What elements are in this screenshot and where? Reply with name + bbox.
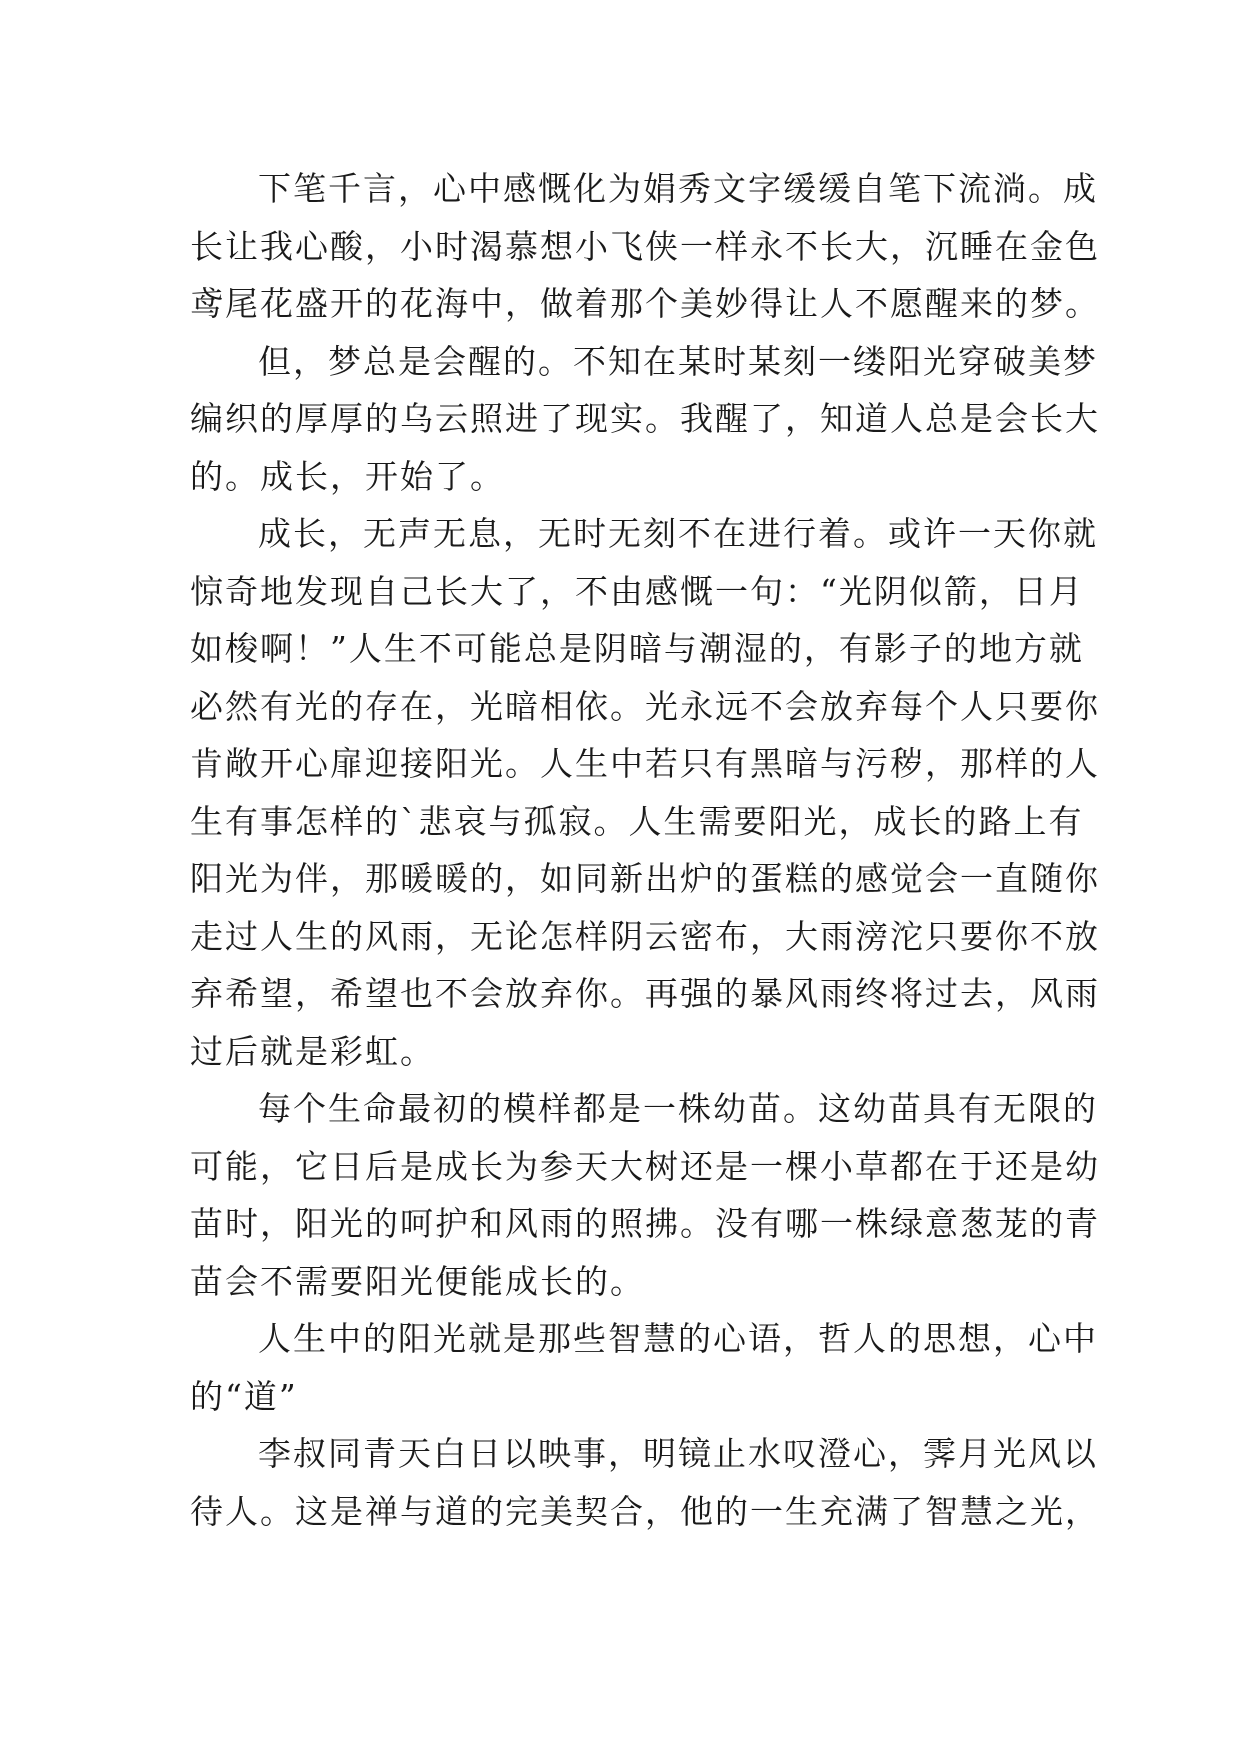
text-line-22: 的“道”: [190, 1376, 298, 1416]
text-line-5: 编织的厚厚的乌云照进了现实。我醒了，知道人总是会长大: [190, 399, 1100, 438]
text-line-14: 走过人生的风雨，无论怎样阴云密布，大雨滂沱只要你不放: [190, 916, 1100, 956]
text-line-8: 惊奇地发现自己长大了，不由感慨一句：“光阴似箭，日月: [190, 571, 1084, 611]
text-line-17: 每个生命最初的模样都是一株幼苗。这幼苗具有无限的: [258, 1089, 1098, 1128]
text-line-3: 鸢尾花盛开的花海中，做着那个美妙得让人不愿醒来的梦。: [190, 284, 1100, 323]
text-line-21: 人生中的阳光就是那些智慧的心语，哲人的思想，心中: [258, 1319, 1098, 1358]
text-line-2: 长让我心酸，小时渴慕想小飞侠一样永不长大，沉睡在金色: [190, 226, 1100, 266]
text-line-13: 阳光为伴，那暖暖的，如同新出炉的蛋糕的感觉会一直随你: [190, 859, 1100, 898]
text-line-19: 苗时，阳光的呵护和风雨的照拂。没有哪一株绿意葱茏的青: [190, 1204, 1100, 1243]
text-line-10: 必然有光的存在，光暗相依。光永远不会放弃每个人只要你: [190, 686, 1100, 726]
text-line-23: 李叔同青天白日以映事，明镜止水叹澄心，霁月光风以: [258, 1434, 1098, 1473]
text-line-15: 弃希望，希望也不会放弃你。再强的暴风雨终将过去，风雨: [190, 974, 1100, 1013]
text-line-18: 可能，它日后是成长为参天大树还是一棵小草都在于还是幼: [190, 1146, 1100, 1186]
text-line-4: 但，梦总是会醒的。不知在某时某刻一缕阳光穿破美梦: [258, 341, 1098, 381]
document-body: [190, 160, 1100, 1540]
text-line-12: 生有事怎样的`悲哀与孤寂。人生需要阳光，成长的路上有: [190, 801, 1084, 841]
text-line-20: 苗会不需要阳光便能成长的。: [190, 1261, 645, 1301]
text-line-7: 成长，无声无息，无时无刻不在进行着。或许一天你就: [258, 514, 1098, 553]
text-line-16: 过后就是彩虹。: [190, 1031, 435, 1071]
text-line-11: 肯敞开心扉迎接阳光。人生中若只有黑暗与污秽，那样的人: [190, 744, 1100, 783]
text-line-9: 如梭啊！”人生不可能总是阴暗与潮湿的，有影子的地方就: [190, 629, 1084, 668]
text-line-6: 的。成长，开始了。: [190, 456, 505, 496]
text-line-1: 下笔千言，心中感慨化为娟秀文字缓缓自笔下流淌。成: [258, 169, 1098, 208]
text-line-24: 待人。这是禅与道的完美契合，他的一生充满了智慧之光，: [190, 1491, 1100, 1531]
